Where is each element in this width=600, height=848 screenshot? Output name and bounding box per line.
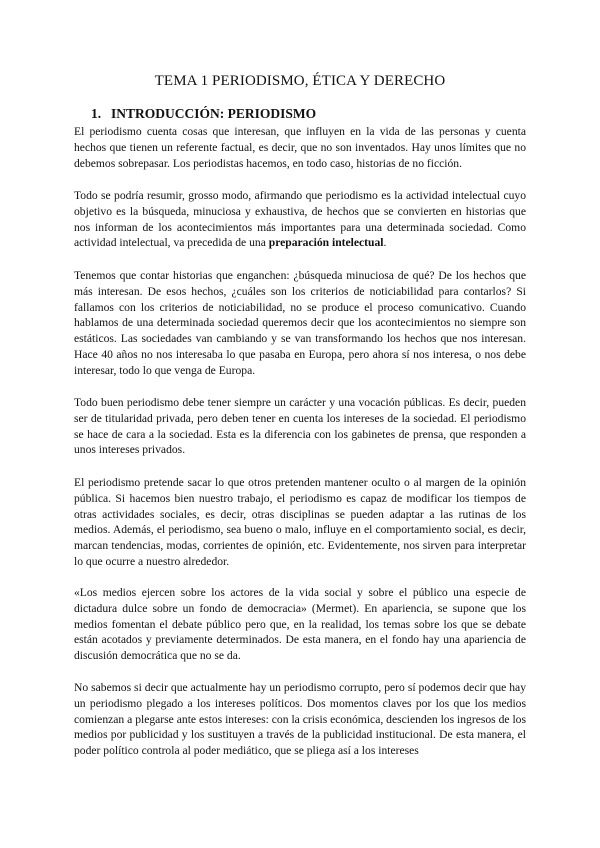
paragraph: Tenemos que contar historias que enganchen: ¿búsqueda minuciosa de qué? De los hechos que más interesan. De esos hechos, ¿cuáles son los criterios de noticiabilidad para contarlos? Si fallamos con los criterios de noticiabilidad, no se produce el proceso comunicativo. Cuando hablamos de una determinada sociedad queremos decir que los acontecimientos no siempre son estáticos. Las sociedades van cambiando y se van transformando los hechos que nos interesan. Hace 40 años no nos interesaba lo que pasaba en Europa, pero ahora sí nos interesa, o nos debe interesar, todo lo que venga de Europa. bbox=[74, 269, 526, 377]
bold-term: preparación intelectual bbox=[268, 236, 384, 250]
paragraph bbox=[74, 188, 526, 251]
section-heading bbox=[91, 106, 316, 122]
paragraph: «Los medios ejercen sobre los actores de la vida social y sobre el público una especie de dictadura dulce sobre un fondo de democracia» (Mermet). En apariencia, se supone que los medios fomentan el debate público pero que, en la realidad, los temas sobre los que se debate están acotados y previamente determinados. De esta manera, en el fondo hay una apariencia de discusión democrática que no se da. bbox=[74, 586, 526, 663]
paragraph: El periodismo cuenta cosas que interesan, que influyen en la vida de las personas y cuenta hechos que tienen un referente factual, es decir, que no son inventados. Hay unos límites que no debemos sobrepasar. Los periodistas hacemos, en todo caso, historias de no ficción. bbox=[74, 125, 526, 170]
paragraph-text: . bbox=[383, 236, 387, 250]
document-title: TEMA 1 PERIODISMO, ÉTICA Y DERECHO bbox=[154, 73, 446, 89]
section-heading-text: INTRODUCCIÓN: PERIODISMO bbox=[111, 106, 317, 121]
section-number: 1. bbox=[91, 106, 102, 121]
paragraph: Todo buen periodismo debe tener siempre un carácter y una vocación públicas. Es decir, pueden ser de titularidad privada, pero deben tener en cuenta los intereses de la sociedad. El periodismo se hace de cara a la sociedad. Esta es la diferencia con los gabinetes de prensa, que responden a unos intereses privados. bbox=[74, 396, 526, 457]
paragraph: No sabemos si decir que actualmente hay un periodismo corrupto, pero sí podemos decir que hay un periodismo plegado a los intereses políticos. Dos momentos claves por los que los medios comienzan a plegarse ante estos intereses: con la crisis económica, descienden los ingresos de los medios por publicidad y los sustituyen a través de la publicidad institucional. De esta manera, el poder político controla al poder mediático, que se pliega así a los intereses bbox=[74, 681, 526, 758]
paragraph-text: Todo se podría resumir, grosso modo, afirmando que periodismo es la actividad intelectual cuyo objetivo es la búsqueda, minuciosa y exhaustiva, de hechos que se convierten en historias que nos informan de los acontecimientos más importantes para una determinada sociedad. Como actividad intelectual, va precedida de una bbox=[74, 189, 526, 250]
paragraph: El periodismo pretende sacar lo que otros pretenden mantener oculto o al margen de la opinión pública. Si hacemos bien nuestro trabajo, el periodismo es capaz de modificar los tiempos de otras actividades sociales, es decir, otras disciplinas se pueden adaptar a las rutinas de los medios. Además, el periodismo, sea bueno o malo, influye en el comportamiento social, es decir, marcan tendencias, modas, corrientes de opinión, etc. Evidentemente, nos sirven para interpretar lo que ocurre a nuestro alrededor. bbox=[74, 476, 526, 568]
